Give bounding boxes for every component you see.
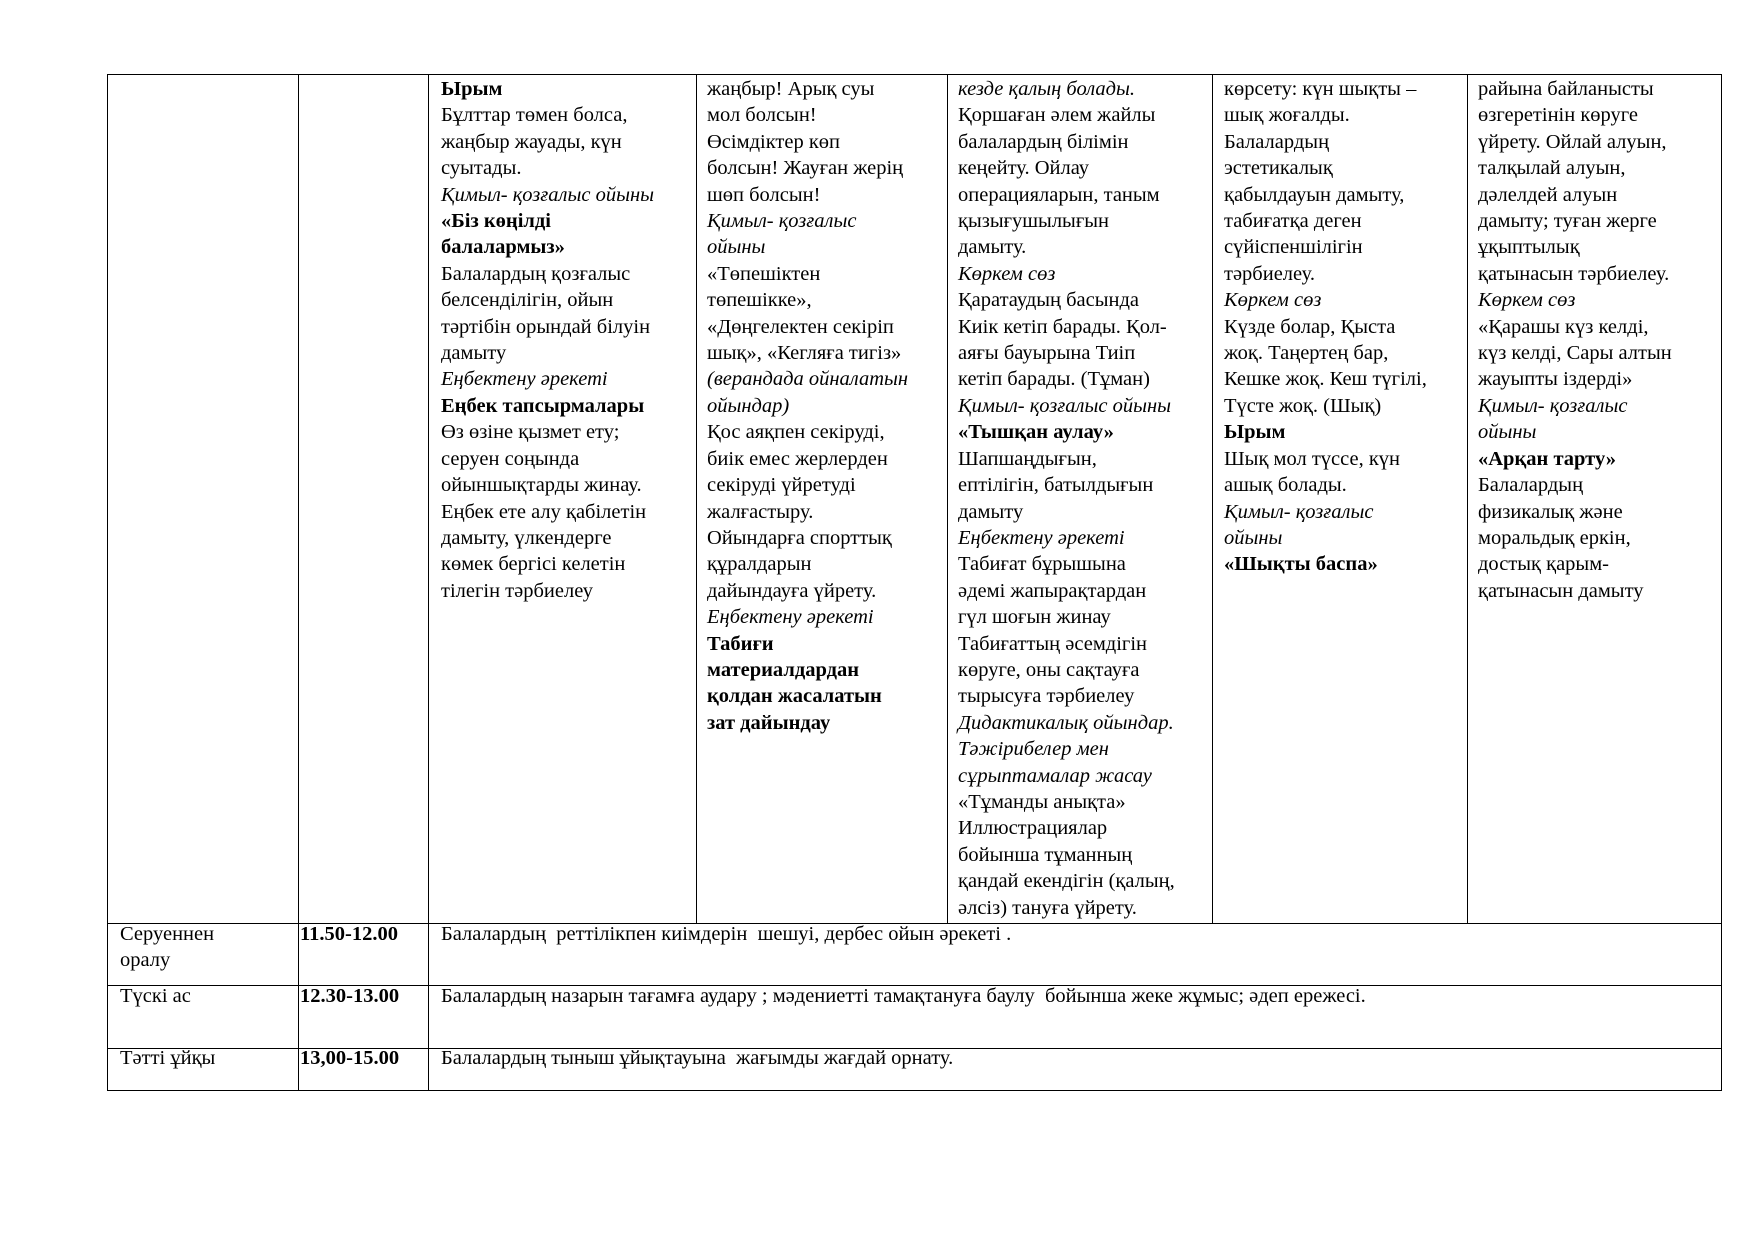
text-line: Қимыл- қозғалыс [1478,394,1628,417]
text-line: дайындауға үйрету. [707,579,877,602]
text-line: Тәжірибелер мен [958,738,1109,761]
text-line: жалғастыру. [707,500,814,523]
text-line: кетіп барады. (Тұман) [958,368,1150,391]
text-line: «Дөңгелектен секіріп [707,315,894,338]
text-line: әлсіз) тануға үйрету. [958,896,1137,919]
text-line: Еңбек ете алу қабілетін [441,500,647,523]
text-line: күз келді, Сары алтын [1478,342,1672,365]
table-border-right [1721,74,1722,1091]
text-line: жауыпты іздерді» [1478,368,1633,391]
text-line: Балалардың қозғалыс [441,262,631,285]
text-line: Қимыл- қозғалыс ойыны [441,183,655,206]
text-line: Ырым [441,78,503,100]
text-line: физикалық және [1478,500,1623,523]
text-line: дамыту. [958,236,1027,259]
text-line: Қоршаған әлем жайлы [958,104,1156,127]
text-line: Киік кетіп барады. Қол- [958,315,1167,338]
text-line: Қаратаудың басында [958,289,1140,312]
text-line: тәрбиелеу. [1224,262,1315,285]
table-border-top [107,74,1722,75]
text-line: серуен соңында [441,447,580,470]
text-line: Көркем сөз [1224,289,1322,312]
text-line: өзгеретінін көруге [1478,104,1639,127]
text-line: Иллюстрациялар [958,817,1108,840]
col-border-5 [1212,74,1213,924]
text-line: «Тышқан аулау» [958,421,1114,444]
schedule-row-description: Балалардың тыныш ұйықтауына жағымды жағдай орнату. [441,1047,954,1069]
text-line: ойыны [707,236,766,259]
text-line: жаңбыр! Арық суы [707,78,875,100]
table-border-bottom [107,1090,1722,1091]
row-name-line: Түскі ас [120,985,191,1007]
text-line: Табиғи [707,632,774,655]
text-line: ашық болады. [1224,474,1347,497]
text-line: талқылай алуын, [1478,157,1626,180]
schedule-row-name [120,983,191,1009]
text-line: Көркем сөз [1478,289,1576,312]
text-line: райына байланысты [1478,78,1654,100]
text-line: достық қарым- [1478,553,1609,576]
text-line: «Біз көңілді [441,210,551,233]
text-line: көруге, оны сақтауға [958,658,1140,681]
text-line: эстетикалық [1224,157,1333,180]
text-line: дәлелдей алуын [1478,183,1618,206]
text-line: операцияларын, таным [958,183,1160,206]
activity-column [1478,76,1672,604]
text-line: материалдардан [707,658,860,681]
text-line: қолдан жасалатын [707,685,882,708]
col-border-0 [107,74,108,1091]
text-line: шөп болсын! [707,183,821,206]
text-line: Қимыл- қозғалыс ойыны [958,394,1172,417]
text-line: көрсету: күн шықты – [1224,78,1417,100]
text-line: мол болсын! [707,104,817,127]
text-line: биік емес жерлерден [707,447,888,470]
text-line: «Қарашы күз келді, [1478,315,1649,338]
schedule-row-description: Балалардың реттілікпен киімдерін шешуі, дербес ойын әрекеті . [441,923,1012,945]
text-line: Қимыл- қозғалыс [707,210,857,233]
text-line: табиғатқа деген [1224,210,1362,233]
text-line: құралдарын [707,553,812,576]
text-line: ойыны [1478,421,1537,444]
text-line: Еңбектену әрекеті [707,606,874,629]
text-line: кеңейту. Ойлау [958,157,1090,180]
text-line: дамыту; туған жерге [1478,210,1657,233]
col-border-3 [696,74,697,924]
text-line: Ырым [1224,421,1286,444]
text-line: аяғы бауырына Тиіп [958,342,1136,365]
col-border-6 [1467,74,1468,924]
text-line: моральдық еркін, [1478,526,1631,549]
text-line: кезде қалың болады. [958,78,1136,100]
text-line: болсын! Жауған жерің [707,157,904,180]
text-line: балалардың білімін [958,130,1129,153]
text-line: Өсімдіктер көп [707,130,840,153]
activity-column [441,76,654,604]
text-line: Шық мол түссе, күн [1224,447,1401,470]
text-line: Дидактикалық ойындар. [958,711,1174,734]
activity-column [707,76,908,736]
text-line: тілегін тәрбиелеу [441,579,594,602]
text-line: қатынасын дамыту [1478,579,1644,602]
text-line: Көркем сөз [958,262,1056,285]
text-line: шық жоғалды. [1224,104,1350,127]
text-line: ептілігін, батылдығын [958,474,1154,497]
text-line: Еңбек тапсырмалары [441,394,645,417]
text-line: дамыту [441,342,507,365]
col-border-4 [947,74,948,924]
text-line: сұрыптамалар жасау [958,764,1152,787]
text-line: үйрету. Ойлай алуын, [1478,130,1667,153]
schedule-row-time: 13,00-15.00 [300,1047,400,1069]
text-line: Ойындарға спорттық [707,526,892,549]
row-name-line: Тәтті ұйқы [120,1047,216,1069]
text-line: Күзде болар, Қыста [1224,315,1396,338]
text-line: ойыны [1224,526,1283,549]
col-border-2 [428,74,429,1091]
text-line: Қимыл- қозғалыс [1224,500,1374,523]
text-line: әдемі жапырақтардан [958,579,1147,602]
text-line: Кешке жоқ. Кеш түгілі, [1224,368,1427,391]
text-line: төпешікке», [707,289,812,312]
text-line: секіруді үйретуді [707,474,856,497]
text-line: (верандада ойналатын [707,368,909,391]
text-line: көмек бергісі келетін [441,553,626,576]
text-line: жоқ. Таңертең бар, [1224,342,1389,365]
text-line: суытады. [441,157,522,180]
text-line: бойынша тұманның [958,843,1133,866]
text-line: қабылдауын дамыту, [1224,183,1405,206]
schedule-row-time: 12.30-13.00 [300,985,400,1007]
text-line: ұқыптылық [1478,236,1580,259]
text-line: гүл шоғын жинау [958,606,1111,629]
text-line: ойыншықтарды жинау. [441,474,642,497]
text-line: балалармыз» [441,236,565,259]
text-line: Шапшаңдығын, [958,447,1097,470]
text-line: қатынасын тәрбиелеу. [1478,262,1670,285]
text-line: дамыту [958,500,1024,523]
text-line: Қос аяқпен секіруді, [707,421,885,444]
col-border-1 [298,74,299,1091]
text-line: «Арқан тарту» [1478,447,1616,470]
text-line: Еңбектену әрекеті [958,526,1125,549]
text-line: Түсте жоқ. (Шық) [1224,394,1382,417]
schedule-row-description: Балалардың назарын тағамға аудару ; мәдениетті тамақтануға баулу бойынша жеке жұмыс; әдеп ережесі. [441,985,1366,1007]
text-line: Табиғат бұрышына [958,553,1126,576]
text-line: Балалардың [1224,130,1330,153]
text-line: «Тұманды анықта» [958,790,1126,813]
row-name-line: Серуеннен [120,923,215,945]
row-name-line: оралу [120,949,171,972]
text-line: қандай екендігін (қалың, [958,870,1175,893]
text-line: тәртібін орындай білуін [441,315,651,338]
text-line: Бұлттар төмен болса, [441,104,628,127]
text-line: «Шықты баспа» [1224,553,1378,576]
text-line: қызығушылығын [958,210,1109,233]
text-line: тырысуға тәрбиелеу [958,685,1135,708]
text-line: «Төпешіктен [707,262,821,285]
text-line: белсенділігін, ойын [441,289,614,312]
activity-column [958,76,1175,921]
text-line: ойындар) [707,394,790,417]
text-line: зат дайындау [707,711,831,734]
text-line: жаңбыр жауады, күн [441,130,622,153]
text-line: Балалардың [1478,474,1584,497]
activity-column [1224,76,1427,578]
text-line: шық», «Кегляға тигіз» [707,342,902,365]
schedule-row-name [120,921,214,974]
text-line: Өз өзіне қызмет ету; [441,421,620,444]
text-line: сүйіспеншілігін [1224,236,1363,259]
text-line: Еңбектену әрекеті [441,368,608,391]
text-line: дамыту, үлкендерге [441,526,612,549]
text-line: Табиғаттың әсемдігін [958,632,1147,655]
schedule-row-time: 11.50-12.00 [300,923,398,945]
schedule-row-name [120,1045,215,1071]
